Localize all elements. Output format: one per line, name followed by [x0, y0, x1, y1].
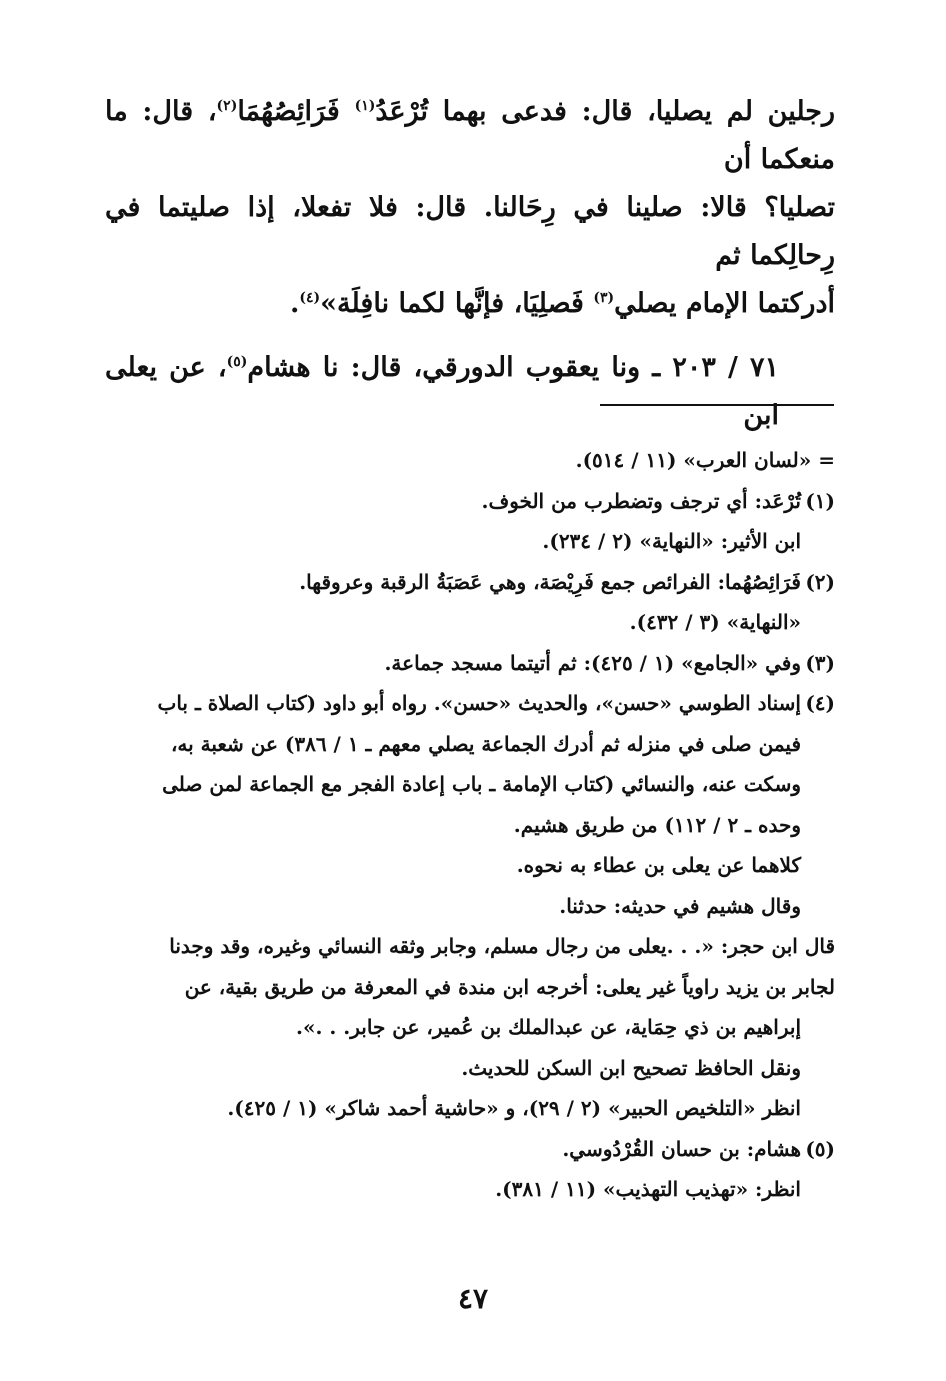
footnote-line: تُرْعَد: أي ترجف وتضطرب من الخوف. [481, 488, 801, 513]
footnote-line: كلاهما عن يعلى بن عطاء به نحوه. [516, 853, 801, 877]
footnote-line: وقال هشيم في حديثه: حدثنا. [559, 893, 801, 918]
footnote-line: فيمن صلى في منزله ثم أدرك الجماعة يصلي معهم ـ ١ / ٣٨٦) عن شعبة به، [170, 731, 801, 756]
hadith-chain-line [105, 344, 835, 440]
footnote-line: إسناد الطوسي «حسن»، والحديث «حسن». رواه أبو داود (كتاب الصلاة ـ باب [157, 691, 801, 715]
footnote-4 [105, 683, 835, 926]
footnote-body [105, 683, 801, 926]
text-run: أدركتما الإمام يصلي [614, 288, 835, 319]
footnote-1 [105, 481, 835, 562]
footnote-line: وحده ـ ٢ / ١١٢) من طريق هشيم. [513, 812, 801, 837]
footnote-5 [105, 1129, 835, 1210]
footnote-ref-4[interactable]: (٤) [299, 290, 321, 306]
main-text-line [105, 280, 835, 328]
footnote-2 [105, 562, 835, 643]
footnote-body [105, 562, 801, 643]
footnote-number: (٥) [805, 1136, 835, 1161]
footnote-number: (١) [805, 488, 835, 513]
footnote-line: «النهاية» (٣ / ٤٣٢). [629, 610, 801, 634]
text-run: رجلين لم يصليا، قال: فدعى بهما تُرْعَدُ [375, 96, 836, 127]
text-run: فَرَائِصُهُمَا [237, 96, 355, 127]
footnote-3 [105, 643, 835, 684]
footnote-line: قال ابن حجر: «. . .يعلى من رجال مسلم، وجابر وثقه النسائي وغيره، وقد وجدنا [169, 934, 835, 958]
footnote-ref-3[interactable]: (٣) [593, 290, 615, 306]
text-run: ، قال: ما منعكما أن [105, 96, 835, 175]
footnote-body [105, 643, 801, 684]
footnote-number: (٤) [805, 691, 835, 715]
main-text-line: تصليا؟ قالا: صلينا في رِحَالنا. قال: فلا تفعلا، إذا صليتما في رِحالِكما ثم [105, 192, 835, 271]
footnote-line: وسكت عنه، والنسائي (كتاب الإمامة ـ باب إعادة الفجر مع الجماعة لمن صلى [162, 772, 801, 796]
footnote-ref-1[interactable]: (١) [354, 98, 376, 114]
footnote-line: لجابر بن يزيد راوياً غير يعلى: أخرجه ابن مندة في المعرفة من طريق بقية، عن [184, 974, 835, 999]
footnote-line: فَرَائِصُهُما: الفرائص جمع فَرِيْصَة، وهي عَصَبَةُ الرقبة وعروقها. [299, 569, 801, 594]
text-run: ، عن يعلى ابن [105, 352, 779, 431]
footnote-line: ونقل الحافظ تصحيح ابن السكن للحديث. [461, 1055, 801, 1080]
main-text-line [105, 88, 835, 184]
footnote-line: انظر «التلخيص الحبير» (٢ / ٢٩)، و «حاشية أحمد شاكر» (١ / ٤٢٥). [227, 1096, 801, 1120]
footnote-line: ابن الأثير: «النهاية» (٢ / ٢٣٤). [542, 529, 801, 553]
footnote-continuation: = «لسان العرب» (١١ / ٥١٤). [575, 448, 835, 472]
footnote-body [105, 1129, 801, 1210]
text-run: . [289, 288, 300, 319]
page-number: ٤٧ [457, 1282, 489, 1315]
text-run: ٧١ / ٢٠٣ ـ ونا يعقوب الدورقي، قال: نا هشام [247, 352, 779, 383]
footnote-line: وفي «الجامع» (١ / ٤٢٥): ثم أتيتما مسجد جماعة. [384, 650, 801, 675]
footnote-number: (٣) [805, 650, 835, 675]
footnote-separator [600, 404, 834, 406]
footnote-ref-2[interactable]: (٢) [216, 98, 238, 114]
footnote-body [105, 481, 801, 562]
footnote-line: إبراهيم بن ذي حِمَاية، عن عبدالملك بن عُمير، عن جابر. . .». [295, 1015, 801, 1039]
footnotes [105, 440, 835, 1210]
footnote-number: (٢) [805, 569, 835, 594]
text-run: فَصلِيَا، فإنَّها لكما نافِلَة» [320, 288, 594, 319]
main-text [105, 88, 835, 440]
footnote-ref-5[interactable]: (٥) [226, 354, 248, 370]
footnote-line: هشام: بن حسان القُرْدُوسي. [562, 1136, 801, 1161]
footnote-line: انظر: «تهذيب التهذيب» (١١ / ٣٨١). [495, 1177, 801, 1201]
